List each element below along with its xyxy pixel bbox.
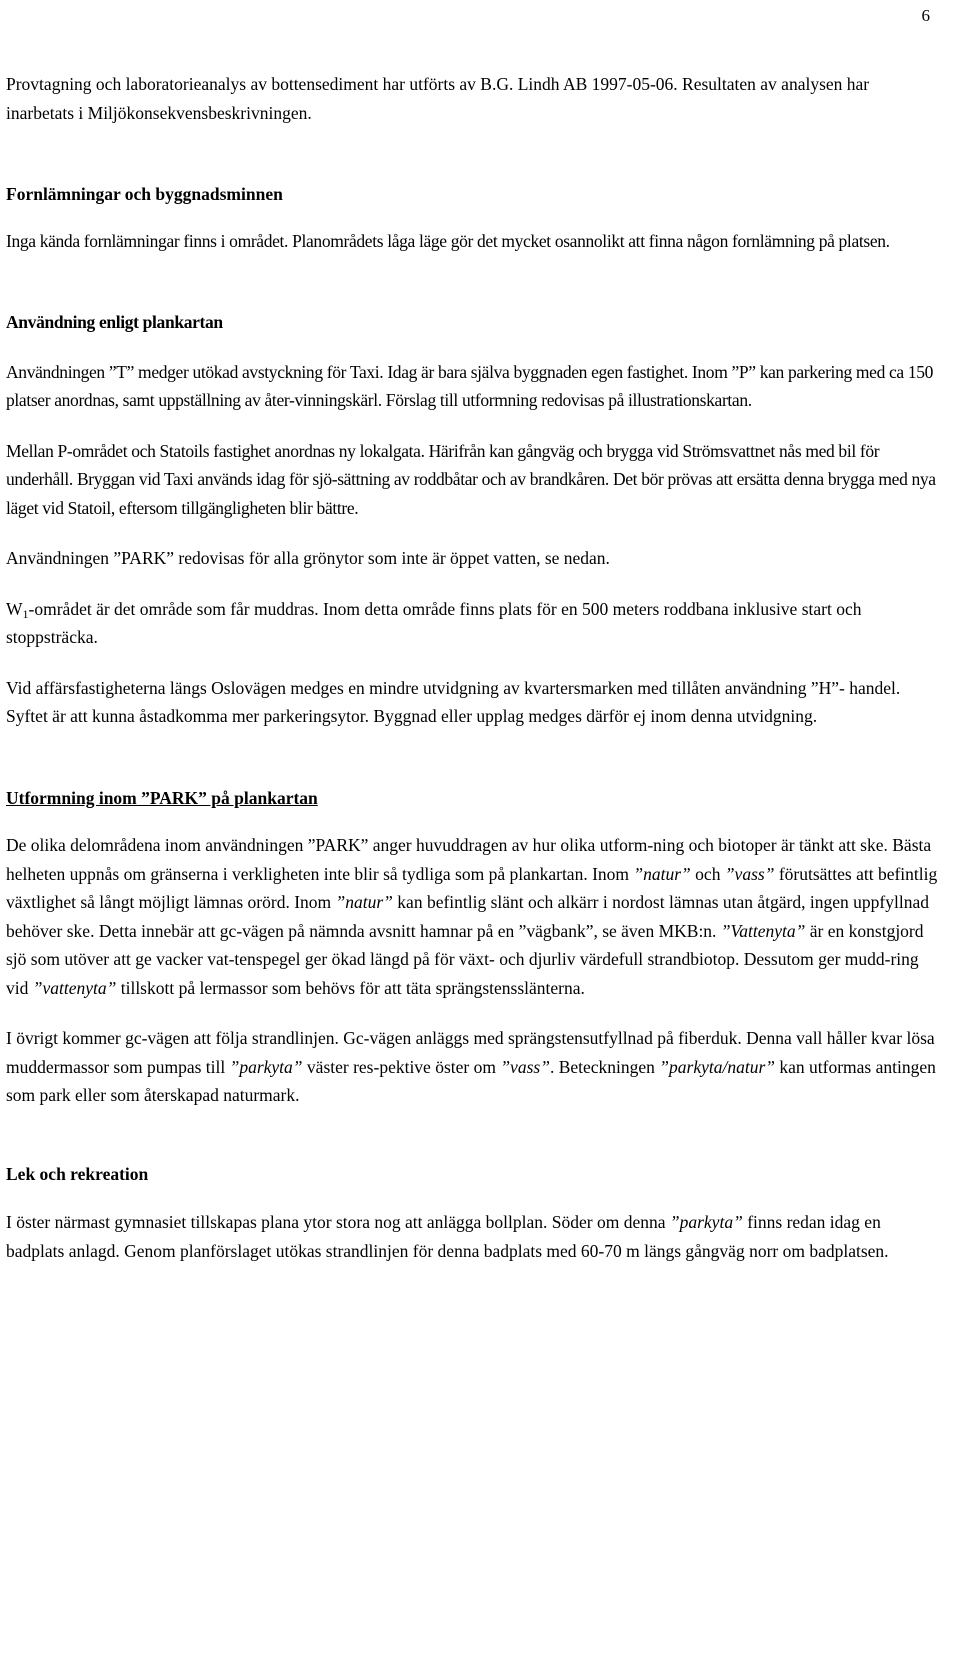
italic-term: ”parkyta” [669, 1212, 743, 1232]
paragraph-fornlamningar: Inga kända fornlämningar finns i området. Planområdets låga läge gör det mycket osannolikt att finna någon fornlämning på platsen. [6, 230, 890, 251]
text-span: I övrigt kommer gc-vägen att följa strandlinjen. Gc-vägen anläggs med sprängstensutfyllnad på fiberduk. Denna vall håller kvar lösa muddermassor som pumpas till [6, 1028, 935, 1077]
italic-term: ”natur” [335, 892, 393, 912]
w1-text: -området är det område som får muddras. Inom detta område finns plats för en 500 meters roddbana inklusive start och stoppsträcka. [6, 598, 862, 647]
paragraph-w1 [6, 595, 941, 652]
italic-term: ”vattenyta” [32, 977, 117, 998]
text-span: . Beteckningen [549, 1056, 660, 1077]
heading-anvandning: Användning enligt plankartan [6, 312, 223, 332]
italic-term: ”vass” [724, 863, 775, 884]
text-span: tillskott på lermassor som behövs för att täta sprängstensslänterna. [116, 977, 585, 998]
heading-utformning [6, 784, 941, 813]
text-span: väster res-pektive öster om [302, 1056, 501, 1077]
intro-paragraph: Provtagning och laboratorieanalys av bottensediment har utförts av B.G. Lindh AB 1997-05-06. Resultaten av analysen har inarbetats i Miljökonsekvensbeskrivningen. [6, 74, 870, 123]
text-span: De olika delområdena inom användningen ”PARK” anger huvuddragen av hur olika utform-ning och biotoper är tänkt att ske. Bästa helheten uppnås om gränserna i verkligheten inte blir så tydliga som på plankartan. Inom [6, 835, 932, 884]
heading-lek: Lek och rekreation [6, 1163, 149, 1184]
paragraph-anvandning-1: Användningen ”T” medger utökad avstyckning för Taxi. Idag är bara själva byggnaden egen fastighet. Inom ”P” kan parkering med ca 150 platser anordnas, samt uppställning av åter-vinningskärl. Förslag till utformning redovisas på illustrationskartan. [6, 361, 934, 410]
document-body [6, 70, 941, 1265]
italic-term: ”parkyta/natur” [659, 1056, 775, 1077]
text-span: finns redan idag en badplats anlagd. Genom planförslaget utökas strandlinjen för denna badplats med 60-70 m längs gångväg norr om badplatsen. [6, 1212, 889, 1261]
text-span: förutsättes att befintlig växtlighet så långt möjligt lämnas orörd. Inom [6, 863, 938, 912]
italic-term: ”natur” [633, 863, 691, 884]
text-span: kan utformas antingen som park eller som återskapad naturmark. [6, 1056, 936, 1105]
text-span: I öster närmast gymnasiet tillskapas plana ytor stora nog att anlägga bollplan. Söder om denna [6, 1212, 670, 1232]
italic-term: ”parkyta” [229, 1056, 303, 1077]
paragraph-utformning-2 [6, 1024, 941, 1110]
text-span: och [690, 863, 725, 884]
paragraph-anvandning-2: Mellan P-området och Statoils fastighet anordnas ny lokalgata. Härifrån kan gångväg och brygga vid Strömsvattnet nås med bil för underhåll. Bryggan vid Taxi används idag för sjö-sättning av roddbåtar och av brandkåren. Det bör prövas att ersätta denna brygga med nya läget vid Statoil, eftersom tillgängligheten blir bättre. [6, 440, 936, 518]
paragraph-utformning-1 [6, 831, 941, 1002]
italic-term: ”Vattenyta” [720, 920, 806, 941]
paragraph-anvandning-4: Vid affärsfastigheterna längs Oslovägen medges en mindre utvidgning av kvartersmarken med tillåten användning ”H”- handel. Syftet är att kunna åstadkomma mer parkeringsytor. Byggnad eller upplag medges därför ej inom denna utvidgning. [6, 677, 901, 726]
paragraph-anvandning-3: Användningen ”PARK” redovisas för alla grönytor som inte är öppet vatten, se nedan. [6, 548, 610, 568]
w1-letter: W [6, 598, 23, 619]
paragraph-lek [6, 1208, 941, 1265]
text-span: kan befintlig slänt och alkärr i nordost lämnas utan åtgärd, ingen uppfyllnad behöver ske. Detta innebär att gc-vägen på nämnda avsnitt hamnar på en ”vägbank”, se även MKB:n. [6, 892, 929, 941]
heading-utformning-text: Utformning inom ”PARK” på plankartan [6, 787, 318, 808]
w1-subscript: 1 [22, 606, 29, 621]
heading-fornlamningar: Fornlämningar och byggnadsminnen [6, 184, 283, 204]
page-number: 6 [921, 6, 930, 25]
text-span: är en konstgjord sjö som utöver att ge vacker vat-tenspegel ger ökad längd på för växt- och djurliv värdefull strandbiotop. Dessutom ger mudd-ring vid [6, 920, 924, 998]
italic-term: ”vass” [500, 1056, 550, 1077]
